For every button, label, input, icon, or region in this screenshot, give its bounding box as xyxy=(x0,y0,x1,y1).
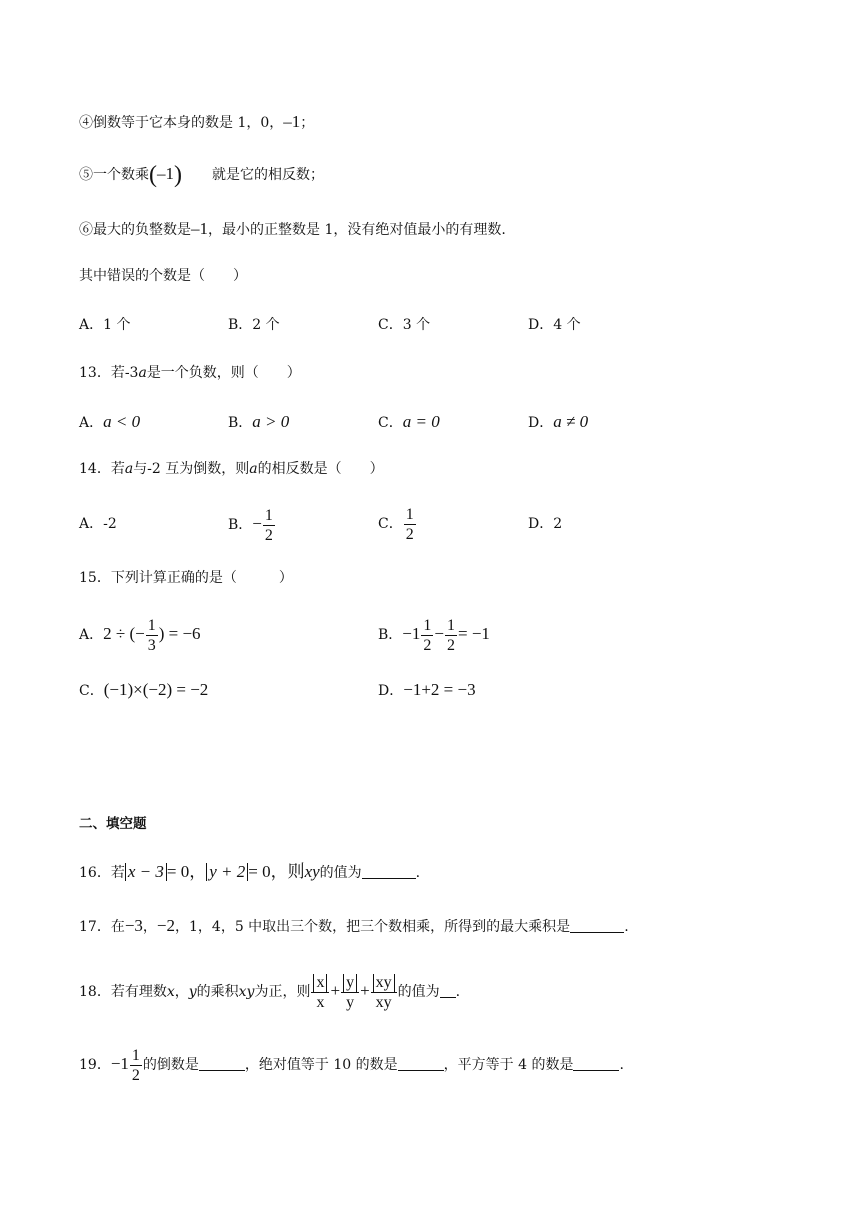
q19-answer-blank-2[interactable] xyxy=(398,1056,444,1071)
q13-option-d-expr: a ≠ 0 xyxy=(553,412,589,431)
q12-option-c: C．3 个 xyxy=(378,317,431,333)
question-19 xyxy=(79,1042,624,1087)
q19-p2: 的倒数是 xyxy=(142,1057,199,1073)
q13-option-a-letter: A． xyxy=(79,415,104,431)
q19-answer-blank-1[interactable] xyxy=(199,1056,245,1071)
q15-option-d-expr: −1+2 = −3 xyxy=(403,680,476,699)
q18-sep: ， xyxy=(174,984,189,1000)
q17-end: . xyxy=(624,919,629,935)
q13-option-c xyxy=(378,412,440,433)
q15-a-numerator: 1 xyxy=(147,616,156,634)
q16-answer-blank[interactable] xyxy=(362,864,416,879)
q15-option-b-minus: − xyxy=(434,624,444,643)
question-13-stem xyxy=(79,363,301,383)
q14-c-denominator: 2 xyxy=(405,525,414,543)
q18-y: y xyxy=(188,984,197,1000)
q16-abs-1: x − 3 xyxy=(125,863,167,881)
q13-stem-b: 是一个负数，则（ ） xyxy=(146,365,301,381)
q14-var-1: a xyxy=(124,461,134,477)
q15-option-b-letter: B． xyxy=(378,627,403,643)
q13-option-d-letter: D． xyxy=(528,415,554,431)
q17-p1: 17．在 xyxy=(79,919,125,935)
q13-option-b xyxy=(228,412,289,433)
q19-answer-blank-3[interactable] xyxy=(573,1056,619,1071)
q15-b1-numerator: 1 xyxy=(423,616,432,634)
q13-option-a xyxy=(79,412,140,433)
question-18 xyxy=(79,966,460,1017)
q15-option-b-fraction-1 xyxy=(421,616,433,655)
q16-abs-2: y + 2 xyxy=(206,863,248,881)
statement-5-suffix: 就是它的相反数； xyxy=(212,167,324,183)
q19-numerator: 1 xyxy=(131,1046,140,1064)
q15-option-b xyxy=(378,614,490,655)
q18-f3-denominator: xy xyxy=(371,992,397,1012)
q18-f1-denominator: x xyxy=(311,992,329,1012)
question-16 xyxy=(79,862,420,883)
q18-p1: 18．若有理数 xyxy=(79,984,167,1000)
q19-p4: ，平方等于 4 的数是 xyxy=(443,1057,574,1073)
statement-6-math: –1 xyxy=(191,219,208,238)
q16-eq-1: = 0， xyxy=(166,862,207,881)
q18-f2-denominator: y xyxy=(341,992,359,1012)
q13-option-c-letter: C． xyxy=(378,415,403,431)
q18-plus-2: + xyxy=(360,981,370,1000)
q17-n1: −3 xyxy=(124,916,143,935)
statement-6-pre: ⑥最大的负整数是 xyxy=(79,222,191,238)
q14-c-numerator: 1 xyxy=(405,505,414,523)
q15-option-a-fraction xyxy=(146,616,158,655)
statement-4 xyxy=(79,112,314,133)
q17-answer-blank[interactable] xyxy=(570,918,624,933)
q13-option-b-expr: a > 0 xyxy=(252,412,290,431)
q19-p1: 19． xyxy=(79,1057,111,1073)
section-heading-fill-in: 二、填空题 xyxy=(79,816,147,832)
q15-option-b-post: = −1 xyxy=(457,624,490,643)
q13-stem-a: 13．若-3 xyxy=(79,365,139,381)
q15-option-d xyxy=(378,680,476,701)
q15-option-c-expr: (−1)×(−2) = −2 xyxy=(103,680,209,699)
q16-end: . xyxy=(415,865,421,881)
q19-denominator: 2 xyxy=(131,1066,140,1084)
q18-end: . xyxy=(455,984,461,1000)
q13-option-a-expr: a < 0 xyxy=(103,412,141,431)
q15-option-d-letter: D． xyxy=(378,683,404,699)
statement-4-text: ④倒数等于它本身的数是 1，0， xyxy=(79,115,284,131)
q14-b-denominator: 2 xyxy=(264,526,273,544)
statement-4-math: –1 xyxy=(283,112,301,131)
q15-option-a xyxy=(79,614,201,655)
q14-option-d: D．2 xyxy=(528,516,563,532)
q12-option-a: A．1 个 xyxy=(79,317,131,333)
q12-option-b: B．2 个 xyxy=(228,317,280,333)
q14-var-2: a xyxy=(249,461,258,477)
statement-5-math: –1 xyxy=(157,164,174,183)
q15-b2-denominator: 2 xyxy=(446,636,455,654)
q15-option-b-fraction-2 xyxy=(445,616,457,655)
q15-option-c-letter: C． xyxy=(79,683,104,699)
q15-option-a-pre: 2 ÷ (− xyxy=(103,624,145,643)
q14-option-b-fraction xyxy=(263,506,275,545)
q16-xy: xy xyxy=(304,862,320,881)
q19-whole: −1 xyxy=(110,1054,129,1073)
q18-plus-1: + xyxy=(330,981,341,1000)
q14-b-numerator: 1 xyxy=(264,506,273,524)
q19-fraction xyxy=(130,1046,142,1085)
q15-option-a-post: ) = −6 xyxy=(158,624,201,643)
q13-var: a xyxy=(138,365,147,381)
q18-f1-numerator: x xyxy=(313,974,327,992)
q19-end: . xyxy=(619,1057,624,1073)
statement-4-end: ； xyxy=(300,115,315,131)
q18-p4: 的值为 xyxy=(397,984,440,1000)
q14-p2: 与-2 互为倒数，则 xyxy=(133,461,250,477)
q14-p3: 的相反数是（ ） xyxy=(257,461,384,477)
statement-5-paren-left: ( xyxy=(149,162,157,188)
q15-a-denominator: 3 xyxy=(147,636,156,654)
q15-option-c xyxy=(79,680,208,701)
question-14-stem xyxy=(79,459,384,479)
q15-option-b-pre: −1 xyxy=(402,624,421,643)
q19-p3: ，绝对值等于 10 的数是 xyxy=(244,1057,398,1073)
q16-eq-2: = 0，则 xyxy=(248,862,305,881)
q14-p1: 14．若 xyxy=(79,461,125,477)
q18-p2: 的乘积 xyxy=(196,984,239,1000)
q13-option-b-letter: B． xyxy=(228,415,253,431)
q15-option-a-letter: A． xyxy=(79,627,104,643)
q18-f3-numerator: xy xyxy=(373,974,395,992)
q17-p3: ，1，4，5 中取出三个数，把三个数相乘，所得到的最大乘积是 xyxy=(175,919,571,935)
q14-option-c-letter: C． xyxy=(378,516,403,532)
q13-option-c-expr: a = 0 xyxy=(402,412,440,431)
q18-xy: xy xyxy=(238,984,255,1000)
q18-fraction-1 xyxy=(311,973,329,1012)
q16-p2: 的值为 xyxy=(319,865,362,881)
q13-option-d xyxy=(528,412,588,433)
question-15-stem: 15．下列计算正确的是（ ） xyxy=(79,570,293,586)
q18-f2-numerator: y xyxy=(343,974,357,992)
q14-option-a: A．-2 xyxy=(79,516,117,532)
q18-x: x xyxy=(166,984,175,1000)
q15-b2-numerator: 1 xyxy=(446,616,455,634)
q17-p2: ， xyxy=(142,919,157,935)
q14-option-b-letter: B． xyxy=(228,517,253,533)
statement-5-prefix: ⑤一个数乘 xyxy=(79,167,149,183)
q16-p1: 16．若 xyxy=(79,865,125,881)
q14-option-b xyxy=(228,504,276,545)
q18-answer-blank[interactable] xyxy=(440,983,456,998)
statement-6-rest: ，最小的正整数是 1，没有绝对值最小的有理数. xyxy=(208,222,506,238)
q15-b1-denominator: 2 xyxy=(423,636,432,654)
q18-fraction-2 xyxy=(341,973,359,1012)
q12-option-d: D．4 个 xyxy=(528,317,581,333)
q18-fraction-3 xyxy=(371,973,397,1012)
q14-option-c xyxy=(378,504,417,544)
q18-p3: 为正，则 xyxy=(254,984,311,1000)
statement-6 xyxy=(79,219,506,240)
q14-option-b-sign: − xyxy=(252,514,262,533)
statement-5-paren-right: ) xyxy=(174,162,182,188)
q14-option-c-fraction xyxy=(404,505,416,544)
question-12-stem: 其中错误的个数是（ ） xyxy=(79,268,247,284)
statement-5 xyxy=(79,162,324,188)
question-17 xyxy=(79,916,629,937)
q17-n2: −2 xyxy=(156,916,176,935)
